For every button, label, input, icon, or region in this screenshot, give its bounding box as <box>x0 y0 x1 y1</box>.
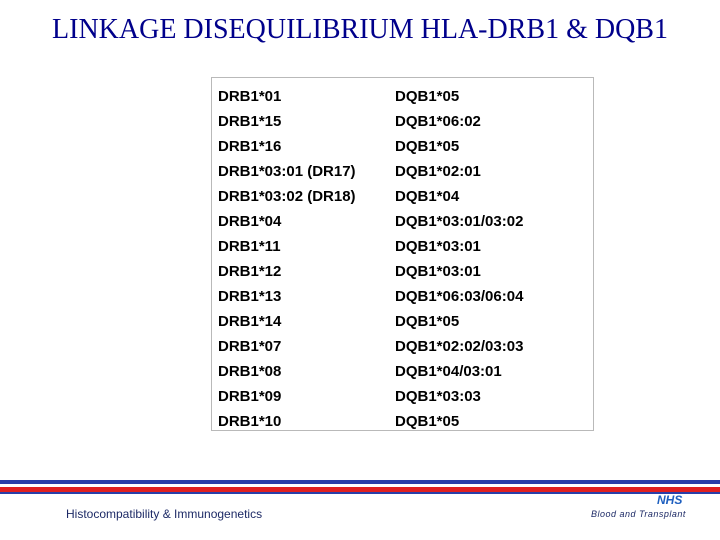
footer-stripe-blue-lower <box>0 492 720 494</box>
table-row <box>212 409 593 434</box>
drb1-allele-cell: DRB1*03:02 (DR18) <box>218 188 356 205</box>
drb1-allele-cell: DRB1*10 <box>218 413 282 430</box>
dqb1-allele-cell: DQB1*02:02/03:03 <box>395 338 524 355</box>
dqb1-allele-cell: DQB1*02:01 <box>395 163 481 180</box>
footer-organisation: Blood and Transplant <box>591 509 686 519</box>
nhs-logo: NHS <box>657 493 683 507</box>
drb1-allele-cell: DRB1*15 <box>218 113 282 130</box>
drb1-allele-cell: DRB1*08 <box>218 363 282 380</box>
drb1-allele-cell: DRB1*07 <box>218 338 282 355</box>
drb1-allele-cell: DRB1*09 <box>218 388 282 405</box>
table-row <box>212 259 593 284</box>
drb1-allele-cell: DRB1*16 <box>218 138 282 155</box>
table-row <box>212 309 593 334</box>
dqb1-allele-cell: DQB1*03:01/03:02 <box>395 213 524 230</box>
table-row <box>212 84 593 109</box>
dqb1-allele-cell: DQB1*05 <box>395 313 460 330</box>
dqb1-allele-cell: DQB1*04/03:01 <box>395 363 502 380</box>
table-row <box>212 184 593 209</box>
dqb1-allele-cell: DQB1*06:02 <box>395 113 481 130</box>
dqb1-allele-cell: DQB1*03:01 <box>395 238 481 255</box>
table-row <box>212 384 593 409</box>
footer-department: Histocompatibility & Immunogenetics <box>66 507 263 521</box>
drb1-allele-cell: DRB1*01 <box>218 88 282 105</box>
dqb1-allele-cell: DQB1*06:03/06:04 <box>395 288 524 305</box>
dqb1-allele-cell: DQB1*05 <box>395 413 460 430</box>
dqb1-allele-cell: DQB1*03:01 <box>395 263 481 280</box>
drb1-allele-cell: DRB1*12 <box>218 263 282 280</box>
dqb1-allele-cell: DQB1*04 <box>395 188 460 205</box>
table-row <box>212 134 593 159</box>
slide-title: LINKAGE DISEQUILIBRIUM HLA-DRB1 & DQB1 <box>52 14 668 45</box>
table-row <box>212 284 593 309</box>
drb1-allele-cell: DRB1*13 <box>218 288 282 305</box>
drb1-allele-cell: DRB1*11 <box>218 238 281 255</box>
drb1-allele-cell: DRB1*14 <box>218 313 282 330</box>
dqb1-allele-cell: DQB1*05 <box>395 138 460 155</box>
table-row <box>212 209 593 234</box>
table-row <box>212 334 593 359</box>
drb1-allele-cell: DRB1*04 <box>218 213 282 230</box>
dqb1-allele-cell: DQB1*05 <box>395 88 460 105</box>
dqb1-allele-cell: DQB1*03:03 <box>395 388 481 405</box>
linkage-table <box>211 77 594 431</box>
table-row <box>212 109 593 134</box>
table-row <box>212 159 593 184</box>
drb1-allele-cell: DRB1*03:01 (DR17) <box>218 163 356 180</box>
table-row <box>212 234 593 259</box>
table-row <box>212 359 593 384</box>
